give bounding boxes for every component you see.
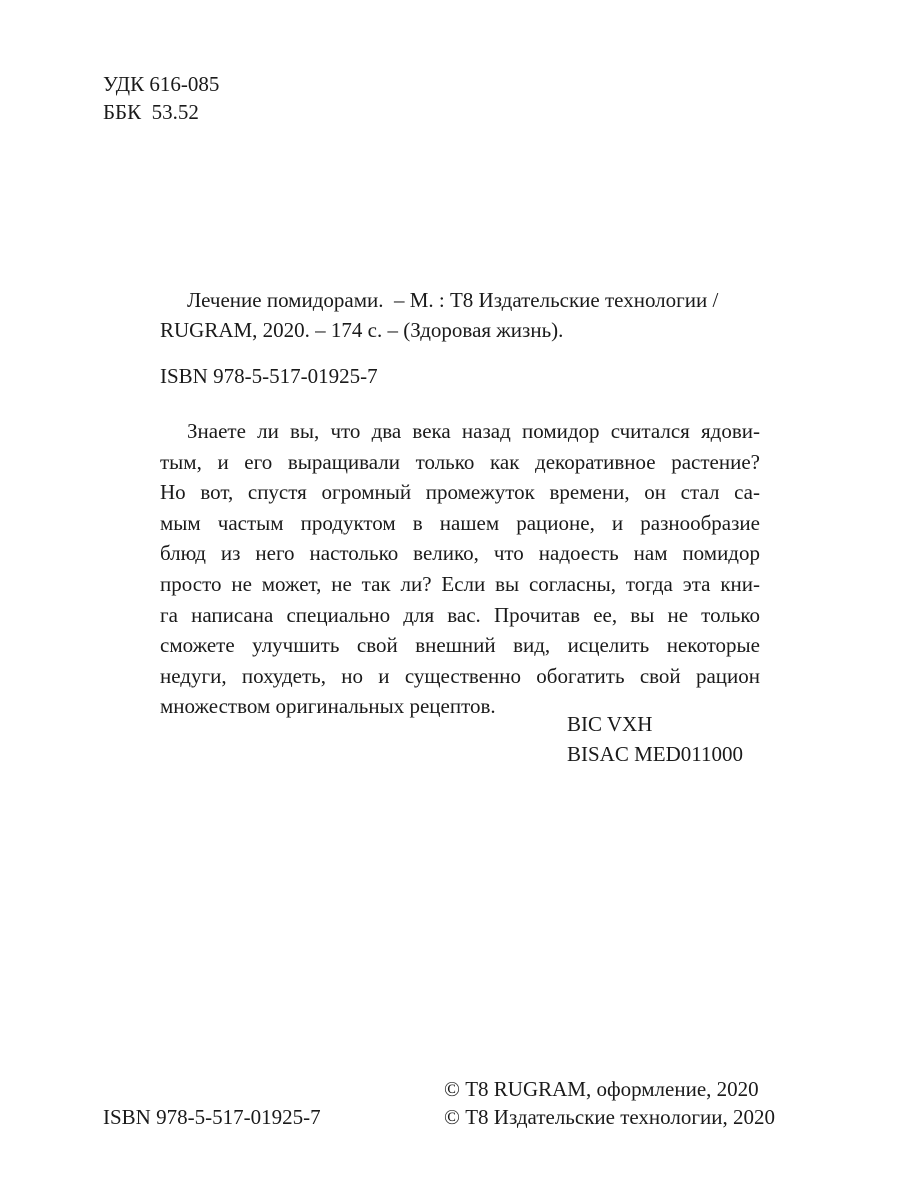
copyright-publisher: © Т8 Издательские технологии, 2020: [444, 1105, 775, 1129]
annotation-line: блюд из него настолько велико, что надоесть нам помидор: [160, 541, 760, 566]
copyright-design: © Т8 RUGRAM, оформление, 2020: [444, 1077, 759, 1101]
bic-code: BIC VXH: [567, 712, 653, 736]
annotation-line: тым, и его выращивали только как декоративное растение?: [160, 449, 760, 474]
annotation-line: Знаете ли вы, что два века назад помидор считался ядови-: [187, 419, 760, 443]
annotation-line: Но вот, спустя огромный промежуток времени, он стал са-: [160, 480, 760, 505]
copyright-notices: [444, 1075, 775, 1131]
isbn-top: [160, 362, 378, 391]
annotation: [160, 416, 760, 722]
bisac-code: BISAC MED011000: [567, 742, 743, 766]
bibliographic-line-2: RUGRAM, 2020. – 174 с. – (Здоровая жизнь).: [160, 318, 564, 342]
classification-codes: [103, 70, 219, 126]
isbn-text: ISBN 978-5-517-01925-7: [103, 1105, 321, 1129]
bbk-code: ББК 53.52: [103, 100, 199, 124]
annotation-line: га написана специально для вас. Прочитав ее, вы не только: [160, 602, 760, 627]
annotation-line: множеством оригинальных рецептов.: [160, 694, 496, 719]
udk-code: УДК 616-085: [103, 72, 220, 96]
bibliographic-line-1: Лечение помидорами. – М. : Т8 Издательские технологии /: [187, 288, 719, 312]
annotation-line: недуги, похудеть, но и существенно обогатить свой рацион: [160, 663, 760, 688]
bibliographic-record: [160, 285, 760, 345]
annotation-line: мым частым продуктом в нашем рационе, и разнообразие: [160, 510, 760, 535]
annotation-line: сможете улучшить свой внешний вид, исцелить некоторые: [160, 633, 760, 658]
annotation-line: просто не может, не так ли? Если вы согласны, тогда эта кни-: [160, 571, 760, 596]
subject-classification: [567, 709, 743, 769]
isbn-text: ISBN 978-5-517-01925-7: [160, 364, 378, 388]
isbn-bottom: [103, 1103, 321, 1132]
